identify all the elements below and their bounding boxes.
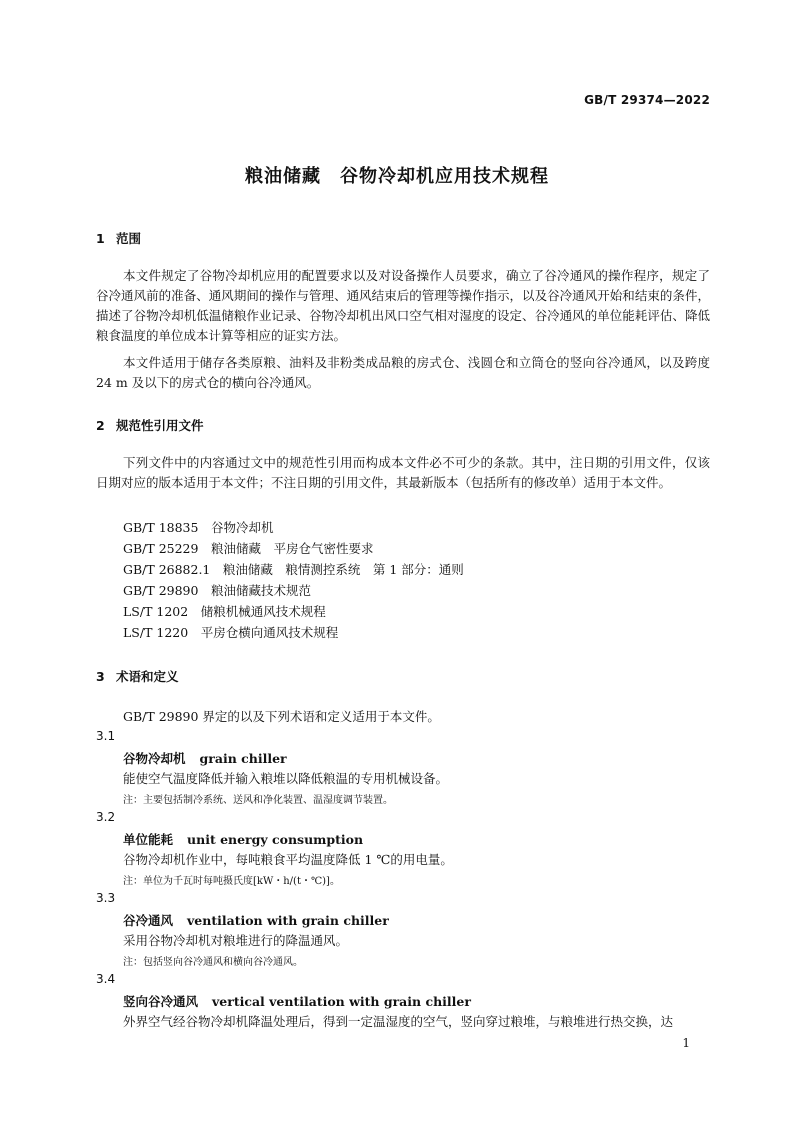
term-zh: 单位能耗 <box>123 832 174 847</box>
term-definition: 采用谷物冷却机对粮堆进行的降温通风。 <box>123 933 349 948</box>
section-number: 3 <box>96 669 105 684</box>
terms-intro: GB/T 29890 界定的以及下列术语和定义适用于本文件。 <box>123 709 440 724</box>
section-heading-terms <box>96 667 179 685</box>
term-note: 注：主要包括制冷系统、送风和净化装置、温湿度调节装置。 <box>123 795 393 806</box>
term-heading <box>123 911 389 929</box>
reference-item: GB/T 18835 谷物冷却机 <box>123 520 274 535</box>
document-title: 粮油储藏 谷物冷却机应用技术规程 <box>245 166 549 187</box>
reference-item: GB/T 25229 粮油储藏 平房仓气密性要求 <box>123 541 374 556</box>
term-heading <box>123 749 287 767</box>
page-number: 1 <box>682 1036 690 1050</box>
term-note: 注：包括竖向谷冷通风和横向谷冷通风。 <box>123 957 303 968</box>
section-title: 规范性引用文件 <box>116 418 204 433</box>
section-heading-normative-references <box>96 416 204 434</box>
section-title: 范围 <box>116 231 142 246</box>
scope-paragraph-1: 本文件规定了谷物冷却机应用的配置要求以及对设备操作人员要求，确立了谷冷通风的操作程序，规定了谷冷通风前的准备、通风期间的操作与管理、通风结束后的管理等操作指示，以及谷冷通风开始和结束的条件，描述了谷物冷却机低温储粮作业记录、谷物冷却机出风口空气相对湿度的设定、谷冷通风的单位能耗评估、降低粮食温度的单位成本计算等相应的证实方法。 <box>96 268 710 343</box>
section-number: 2 <box>96 418 105 433</box>
term-number: 3.1 <box>96 729 116 743</box>
normative-intro-paragraph: 下列文件中的内容通过文中的规范性引用而构成本文件必不可少的条款。其中，注日期的引用文件，仅该日期对应的版本适用于本文件；不注日期的引用文件，其最新版本（包括所有的修改单）适用于本文件。 <box>96 455 710 490</box>
term-en: ventilation with grain chiller <box>187 913 389 928</box>
term-en: unit energy consumption <box>187 832 364 847</box>
term-number: 3.3 <box>96 891 116 905</box>
term-en: vertical ventilation with grain chiller <box>212 994 471 1009</box>
scope-paragraph-2: 本文件适用于储存各类原粮、油料及非粉类成品粮的房式仓、浅圆仓和立筒仓的竖向谷冷通风，以及跨度 24 m 及以下的房式仓的横向谷冷通风。 <box>96 355 710 390</box>
term-zh: 谷冷通风 <box>123 913 174 928</box>
section-heading-scope <box>96 229 141 247</box>
term-heading <box>123 992 471 1010</box>
reference-item: LS/T 1220 平房仓横向通风技术规程 <box>123 625 339 640</box>
term-definition: 能使空气温度降低并输入粮堆以降低粮温的专用机械设备。 <box>123 771 449 786</box>
reference-item: GB/T 26882.1 粮油储藏 粮情测控系统 第 1 部分：通则 <box>123 562 464 577</box>
term-zh: 竖向谷冷通风 <box>123 994 199 1009</box>
term-number: 3.4 <box>96 972 116 986</box>
reference-item: GB/T 29890 粮油储藏技术规范 <box>123 583 311 598</box>
term-en: grain chiller <box>199 751 287 766</box>
section-number: 1 <box>96 231 105 246</box>
term-zh: 谷物冷却机 <box>123 751 186 766</box>
reference-item: LS/T 1202 储粮机械通风技术规程 <box>123 604 326 619</box>
standard-number: GB/T 29374—2022 <box>584 93 710 107</box>
section-title: 术语和定义 <box>116 669 179 684</box>
term-definition: 谷物冷却机作业中，每吨粮食平均温度降低 1 ℃的用电量。 <box>123 852 453 867</box>
term-definition: 外界空气经谷物冷却机降温处理后，得到一定温湿度的空气，竖向穿过粮堆，与粮堆进行热交换，达 <box>123 1014 674 1029</box>
term-note: 注：单位为千瓦时每吨摄氏度[kW・h/(t・℃)]。 <box>123 876 340 887</box>
term-heading <box>123 830 363 848</box>
term-number: 3.2 <box>96 810 116 824</box>
